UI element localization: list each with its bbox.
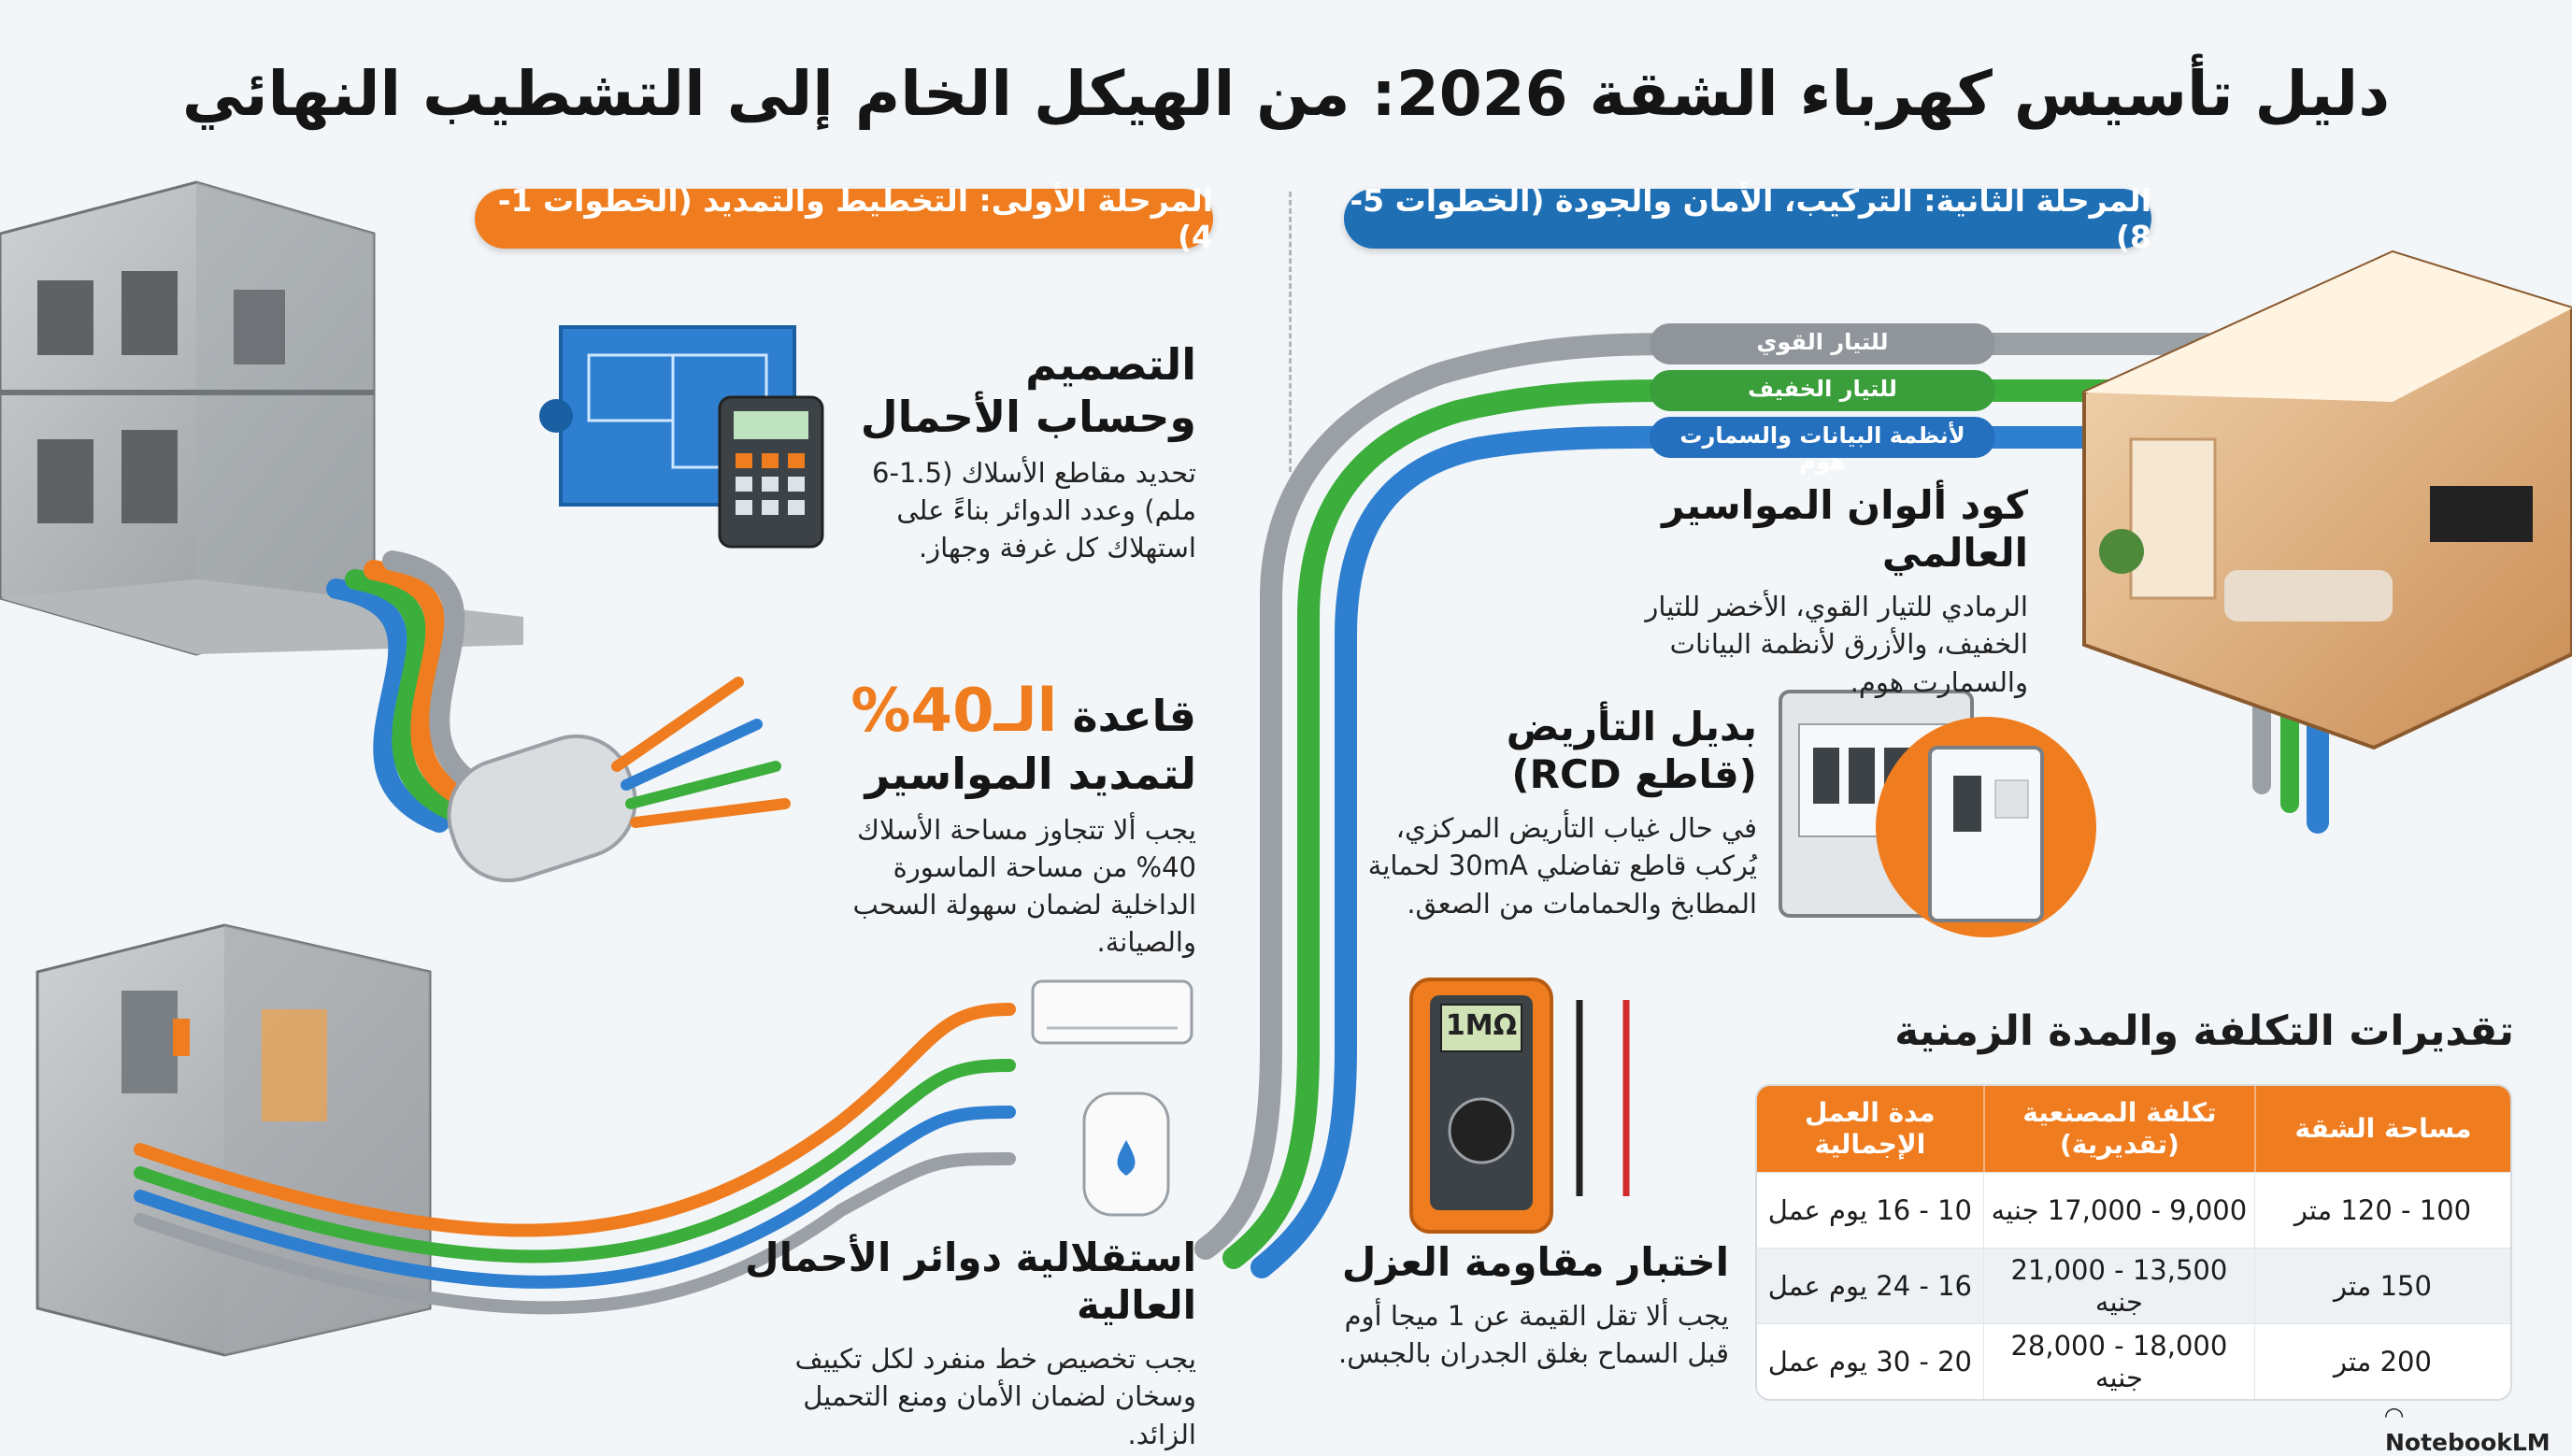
pipe-label-blue: لأنظمة البيانات والسمارت هوم [1679,422,1965,475]
step-rule40-body: يجب ألا تتجاوز مساحة الأسلاك 40% من مساحة الماسورة الداخلية لضمان سهولة السحب والصيانة. [852,814,1196,959]
notebooklm-label: NotebookLM [2385,1429,2551,1456]
phase-divider [1289,192,1292,472]
step-insulation-body: يجب ألا تقل القيمة عن 1 ميجا أوم قبل السماح بغلق الجدران بالجبس. [1338,1300,1729,1370]
step-rule40 [804,675,1196,961]
step-rule40-title-line2: لتمديد المواسير [864,749,1196,800]
multimeter-display: 1MΩ [1445,1009,1518,1042]
calculator-icon [720,397,822,547]
cost-cell-duration: 20 - 30 يوم عمل [1757,1323,1983,1399]
step-design-title [822,338,1196,443]
cost-header-area: مساحة الشقة [2254,1086,2510,1172]
step-highload-body: يجب تخصيص خط منفرد لكل تكييف وسخان لضمان الأمان ومنع التحميل الزائد. [794,1343,1196,1450]
step-colors [1551,481,2028,701]
step-insulation-title: اختبار مقاومة العزل [1341,1239,1729,1285]
breaker-panel-icon [1780,692,2096,937]
cost-section-title: تقديرات التكلفة والمدة الزمنية [1894,1007,2514,1055]
page-title: دليل تأسيس كهرباء الشقة 2026: من الهيكل الخام إلى التشطيب النهائي [181,58,2391,130]
step-colors-body: الرمادي للتيار القوي، الأخضر للتيار الخفيف، والأزرق لأنظمة البيانات والسمارت هوم. [1645,591,2028,698]
cost-cell-area: 200 متر [2254,1323,2510,1399]
cost-cell-price: 9,000 - 17,000 جنيه [1983,1172,2254,1248]
cost-table-header [1757,1086,2510,1172]
cost-header-duration: مدة العمل الإجمالية [1757,1086,1983,1172]
step-design-title-line2: وحساب الأحمال [860,392,1196,443]
step-rule40-title [804,675,1196,800]
step-design-body: تحديد مقاطع الأسلاك (1.5-6 ملم) وعدد الدوائر بناءً على استهلاك كل غرفة وجهاز. [872,457,1196,564]
step-rcd-body: في حال غياب التأريض المركزي، يُركب قاطع تفاضلي 30mA لحماية المطابخ والحمامات من الصعق. [1367,812,1757,920]
step-design [822,338,1196,566]
living-room-illustration [2084,252,2572,748]
cost-header-price: تكلفة المصنعية (تقديرية) [1983,1086,2254,1172]
step-rcd-title [1355,703,1757,798]
phase-two-banner: المرحلة الثانية: التركيب، الأمان والجودة (الخطوات 5-8) [1344,189,2151,249]
cost-cell-price: 13,500 - 21,000 جنيه [1983,1248,2254,1323]
cost-cell-duration: 10 - 16 يوم عمل [1757,1172,1983,1248]
step-rcd-title-line1: بديل التأريض [1506,704,1757,749]
step-highload-title: استقلالية دوائر الأحمال العالية [745,1235,1196,1329]
notebooklm-logo [2385,1402,2572,1456]
cost-cell-area: 150 متر [2254,1248,2510,1323]
table-row [1757,1248,2510,1323]
step-rcd [1355,703,1757,922]
cost-cell-duration: 16 - 24 يوم عمل [1757,1248,1983,1323]
step-rcd-title-line2: (قاطع RCD) [1511,751,1757,798]
table-row [1757,1172,2510,1248]
step-insulation [1327,1238,1729,1372]
step-rule40-accent: الـ40% [850,677,1058,746]
step-colors-title: كود ألوان المواسير العالمي [1662,482,2028,577]
cost-cell-price: 18,000 - 28,000 جنيه [1983,1323,2254,1399]
pipe-label-green: للتيار الخفيف [1748,376,1897,402]
water-heater-icon [1084,1093,1168,1215]
cost-table [1755,1084,2512,1401]
cable-bundle-icon [336,561,785,895]
air-conditioner-icon [1033,981,1192,1043]
step-highload [738,1234,1196,1453]
step-rule40-title-prefix: قاعدة [1072,691,1196,741]
step-design-title-line1: التصميم [1025,339,1196,390]
phase-one-banner: المرحلة الأولى: التخطيط والتمديد (الخطوات 1-4) [475,189,1213,249]
table-row [1757,1323,2510,1399]
pipe-label-gray: للتيار القوي [1756,329,1889,355]
notebooklm-icon: ◠ [2385,1402,2404,1429]
cost-cell-area: 100 - 120 متر [2254,1172,2510,1248]
